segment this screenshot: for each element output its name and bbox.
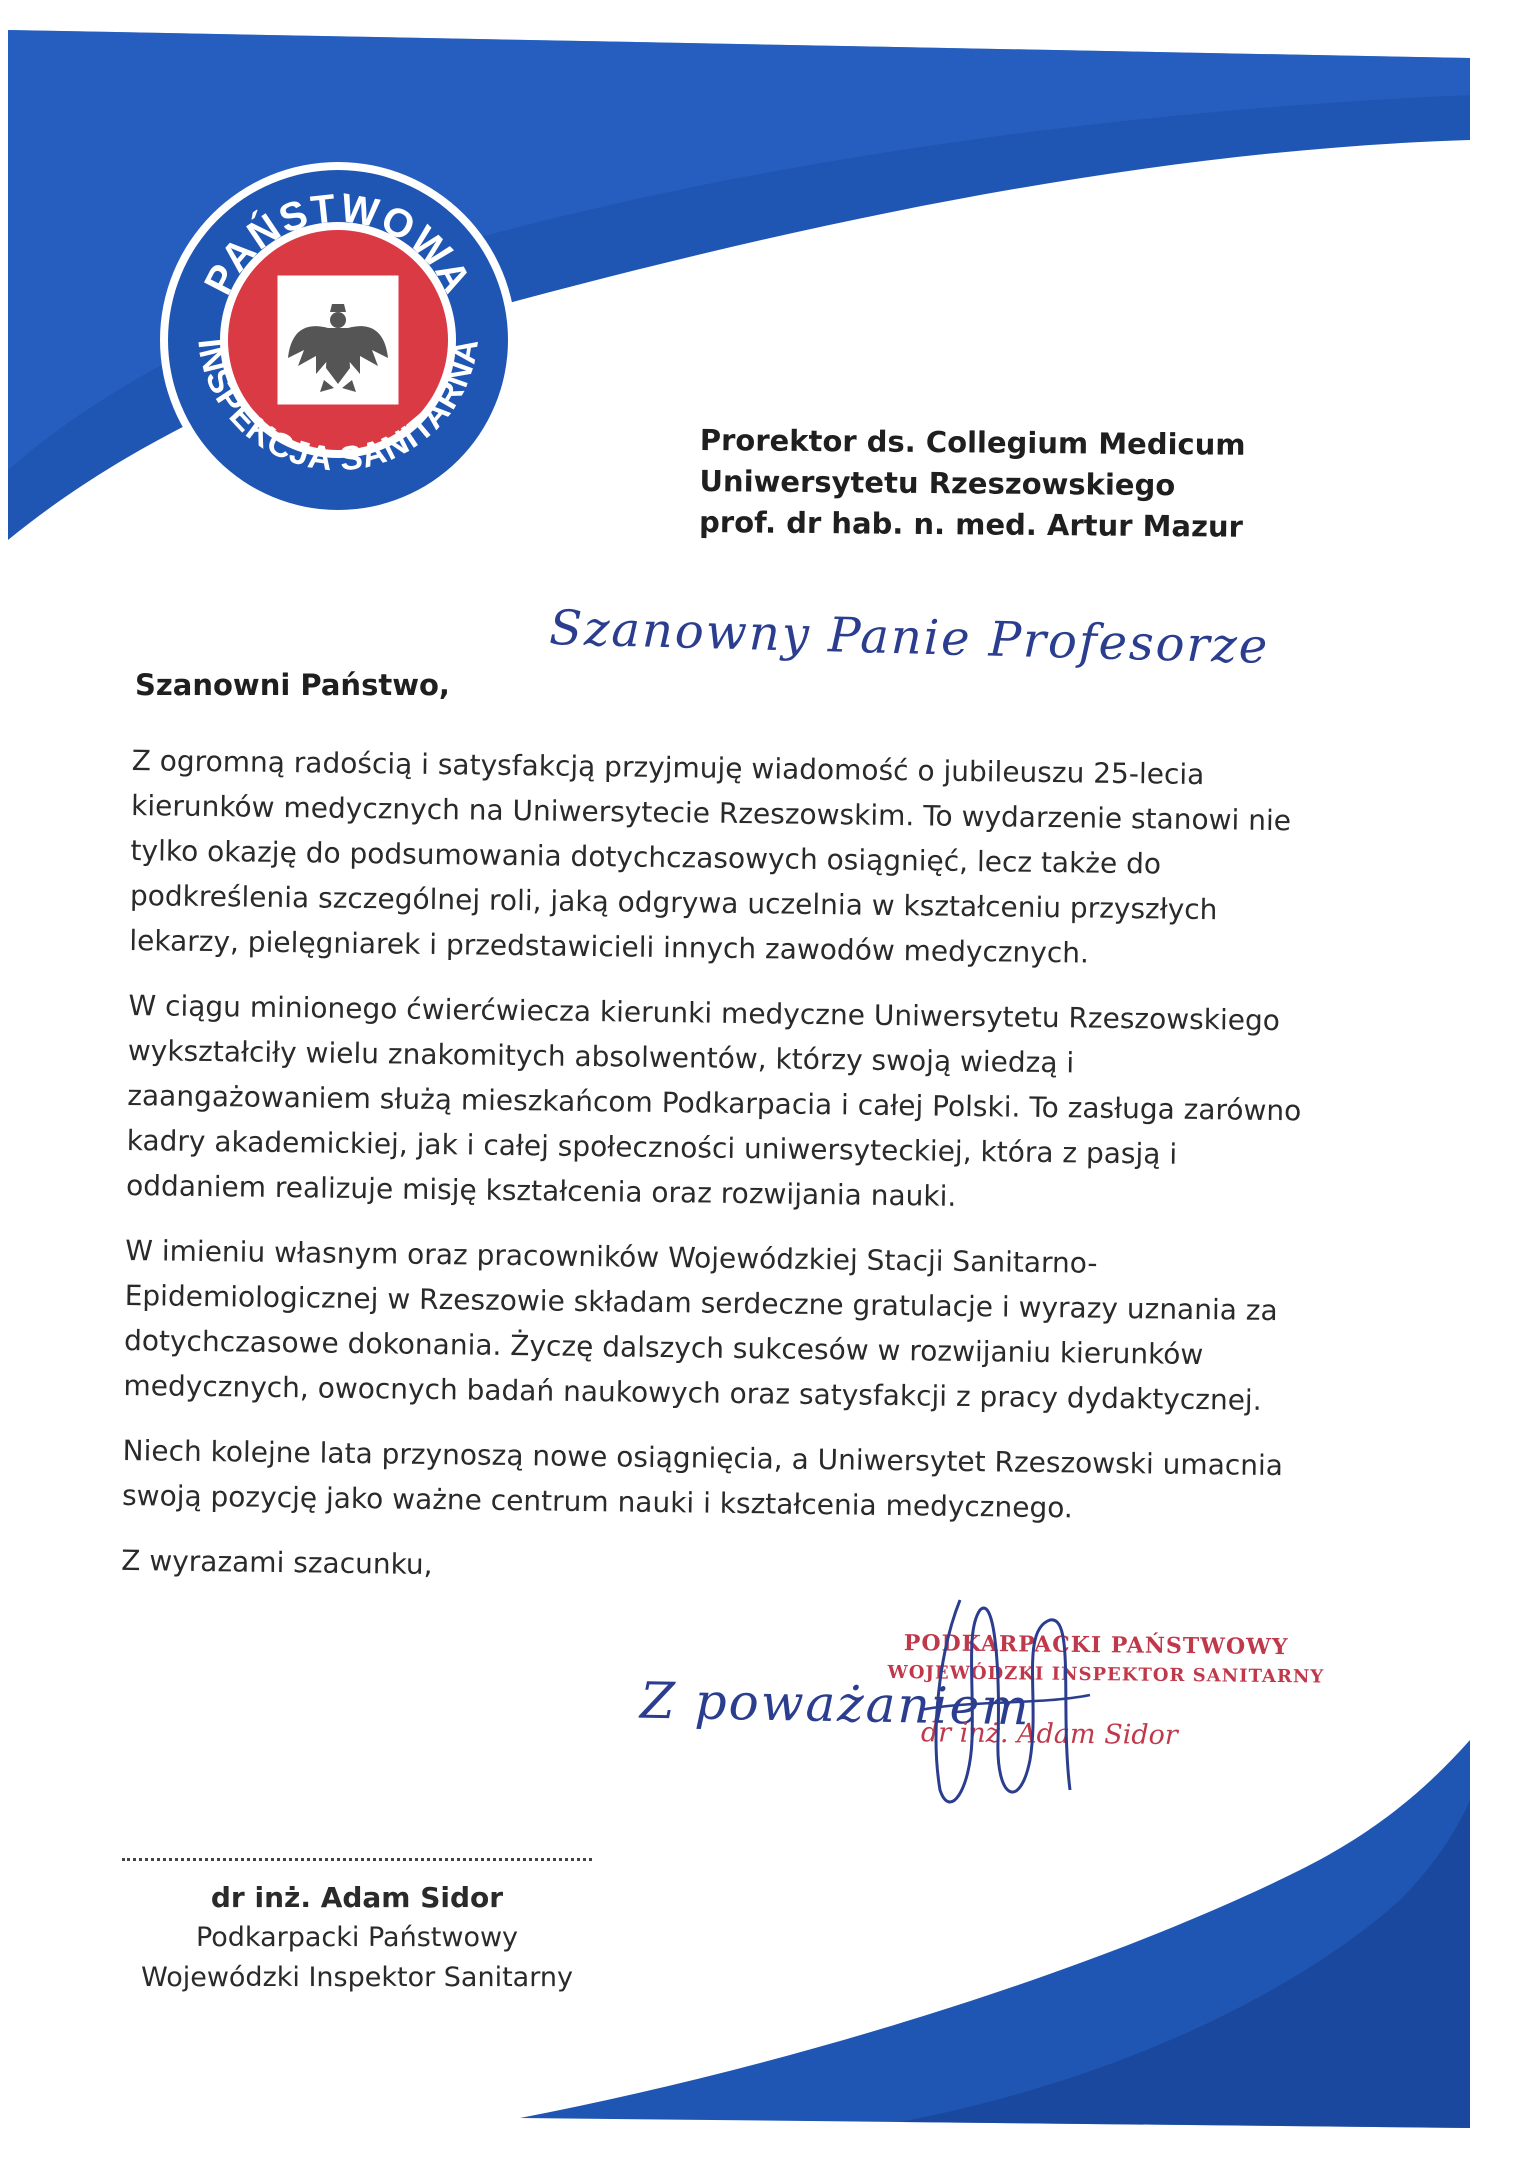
inspekcja-sanitarna-logo — [158, 160, 518, 520]
stamp-line-1: PODKARPACKI PAŃSTWOWY — [903, 1630, 1289, 1661]
signer-name: dr inż. Adam Sidor — [210, 1881, 504, 1914]
recipient-line-2: Uniwersytetu Rzeszowskiego — [699, 463, 1176, 503]
signer-title-1: Podkarpacki Państwowy — [195, 1922, 519, 1953]
paragraph-4: Niech kolejne lata przynoszą nowe osiągnięcia, a Uniwersytet Rzeszowski umacnia swoją pozycję jako ważne centrum nauki i kształcenia medycznego. — [121, 1433, 1284, 1525]
logo-top-text: PAŃSTWOWA — [196, 185, 480, 302]
paragraph-3: W imieniu własnym oraz pracowników Wojewódzkiej Stacji Sanitarno-Epidemiologicznej w Rzeszowie składam serdeczne gratulacje i wyrazy uznania za dotychczasowe dokonania. Życzę dalszych sukcesów w rozwijaniu kierunków medycznych, owocnych badań naukowych oraz satysfakcji z pracy dydaktycznej. — [123, 1233, 1278, 1417]
stamp-name: dr inż. Adam Sidor — [920, 1717, 1178, 1751]
paragraph-1: Z ogromną radością i satysfakcją przyjmuję wiadomość o jubileuszu 25-lecia kierunków medycznych na Uniwersytecie Rzeszowskim. To wydarzenie stanowi nie tylko okazję do podsumowania dotychczasowych osiągnięć, lecz także do podkreślenia szczególnej roli, jaką odgrywa uczelnia w kształceniu przyszłych lekarzy, pielęgniarek i przedstawicieli innych zawodów medycznych. — [129, 743, 1292, 970]
paragraph-2: W ciągu minionego ćwierćwiecza kierunki medyczne Uniwersytetu Rzeszowskiego wykształciły wielu znakomitych absolwentów, którzy swoją wiedzą i zaangażowaniem służą mieszkańcom Podkarpacia i całej Polski. To zasługa zarówno kadry akademickiej, jak i całej społeczności uniwersyteckiej, która z pasją i oddaniem realizuje misję kształcenia oraz rozwijania nauki. — [125, 988, 1302, 1213]
signer-block — [122, 1878, 592, 1998]
handwritten-signature — [900, 1590, 1100, 1820]
recipient-line-3: prof. dr hab. n. med. Artur Mazur — [698, 504, 1244, 544]
handwritten-salutation: Szanowny Panie Profesorze — [548, 600, 1270, 675]
stamp-line-2: WOJEWÓDZKI INSPEKTOR SANITARNY — [887, 1661, 1325, 1688]
handwritten-closing: Z poważaniem — [639, 1671, 1032, 1737]
signature-line — [122, 1858, 592, 1861]
signer-title-2: Wojewódzki Inspektor Sanitarny — [141, 1962, 573, 1993]
recipient-block — [699, 420, 1246, 548]
recipient-line-1: Prorektor ds. Collegium Medicum — [699, 422, 1246, 462]
letter-body — [121, 738, 1322, 1619]
logo-bottom-text: INSPEKCJA SANITARNA — [190, 335, 487, 479]
greeting: Szanowni Państwo, — [135, 668, 450, 702]
closing: Z wyrazami szacunku, — [121, 1543, 433, 1582]
